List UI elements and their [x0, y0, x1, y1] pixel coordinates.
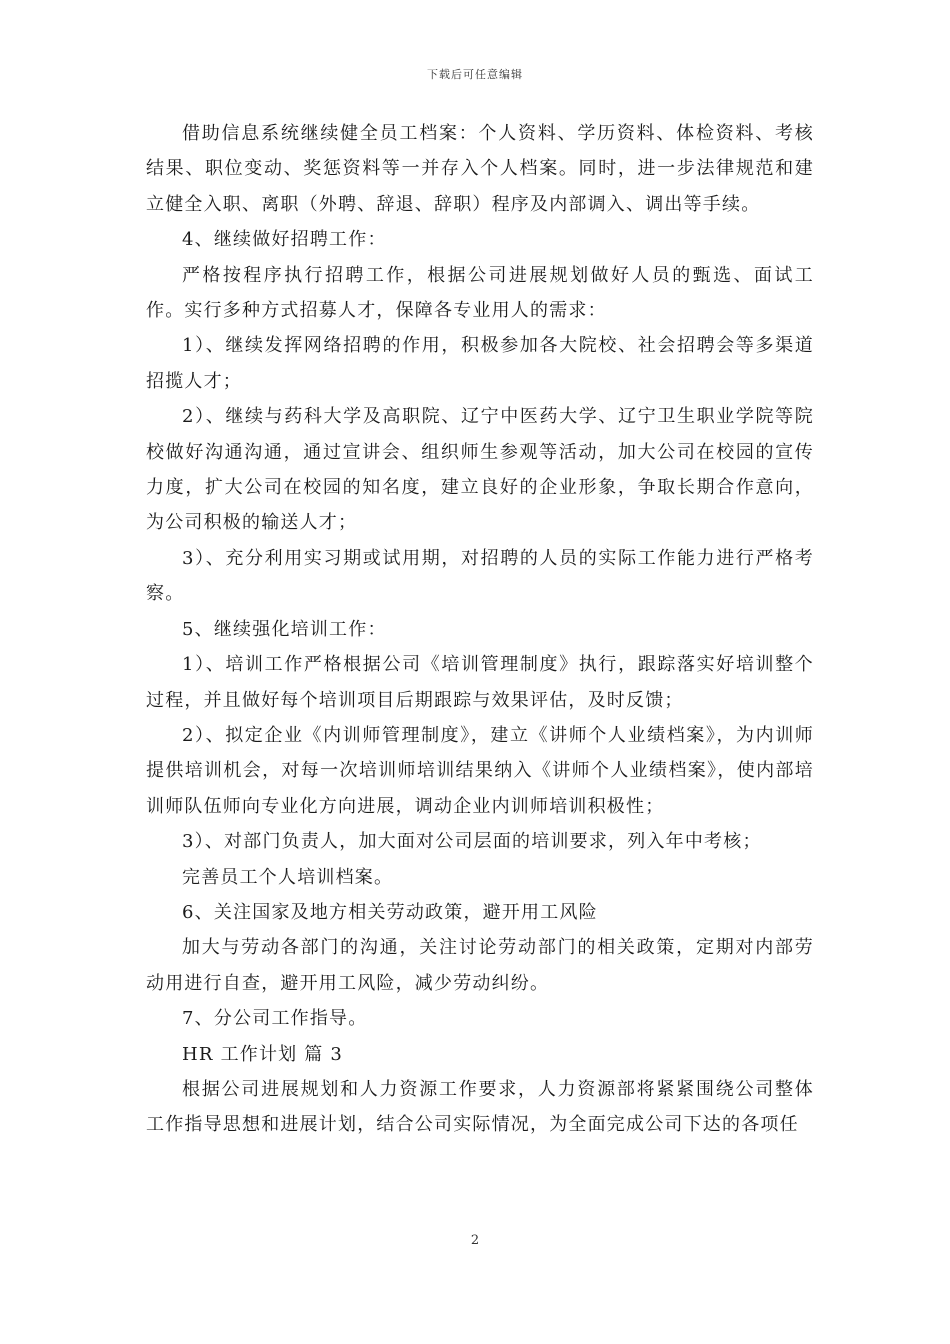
heading-training: 5、继续强化培训工作：	[182, 618, 387, 640]
page-number: 2	[470, 1233, 480, 1248]
heading-branch-guidance: 7、分公司工作指导。	[182, 1008, 368, 1030]
heading-recruitment: 4、继续做好招聘工作：	[182, 229, 387, 251]
document-body	[146, 116, 814, 1143]
list-item-training-1: 1）、培训工作严格根据公司《培训管理制度》执行，跟踪落实好培训整个过程，并且做好每个培训项目后期跟踪与效果评估，及时反馈；	[146, 654, 814, 711]
list-item-recruitment-2: 2）、继续与药科大学及高职院、辽宁中医药大学、辽宁卫生职业学院等院校做好沟通沟通，通过宣讲会、组织师生参观等活动，加大公司在校园的宣传力度，扩大公司在校园的知名度，建立良好的企业形象，争取长期合作意向，为公司积极的输送人才；	[146, 406, 814, 534]
list-item-recruitment-3: 3）、充分利用实习期或试用期，对招聘的人员的实际工作能力进行严格考察。	[146, 547, 814, 605]
list-item-training-3: 3）、对部门负责人，加大面对公司层面的培训要求，列入年中考核；	[182, 831, 762, 853]
section-title-hr-plan-3: HR 工作计划 篇 3	[182, 1043, 344, 1065]
page-header: 下载后可任意编辑	[427, 68, 523, 81]
paragraph-hr-plan-intro: 根据公司进展规划和人力资源工作要求，人力资源部将紧紧围绕公司整体工作指导思想和进展计划，结合公司实际情况，为全面完成公司下达的各项任	[146, 1078, 814, 1136]
paragraph-labor-policy: 加大与劳动各部门的沟通，关注讨论劳动部门的相关政策，定期对内部劳动用进行自查，避开用工风险，减少劳动纠纷。	[146, 937, 814, 994]
list-item-training-2: 2）、拟定企业《内训师管理制度》，建立《讲师个人业绩档案》，为内训师提供培训机会，对每一次培训师培训结果纳入《讲师个人业绩档案》，使内部培训师队伍师向专业化方向进展，调动企业内训师培训积极性；	[146, 724, 814, 817]
list-item-recruitment-1: 1）、继续发挥网络招聘的作用，积极参加各大院校、社会招聘会等多渠道招揽人才；	[146, 335, 814, 392]
heading-labor-policy: 6、关注国家及地方相关劳动政策，避开用工风险	[182, 901, 598, 923]
paragraph-training-files: 完善员工个人培训档案。	[182, 866, 394, 888]
paragraph-recruitment-process: 严格按程序执行招聘工作，根据公司进展规划做好人员的甄选、面试工作。实行多种方式招募人才，保障各专业用人的需求：	[146, 264, 814, 322]
paragraph-employee-files: 借助信息系统继续健全员工档案：个人资料、学历资料、体检资料、考核结果、职位变动、奖惩资料等一并存入个人档案。同时，进一步法律规范和建立健全入职、离职（外聘、辞退、辞职）程序及内部调入、调出等手续。	[146, 123, 814, 215]
